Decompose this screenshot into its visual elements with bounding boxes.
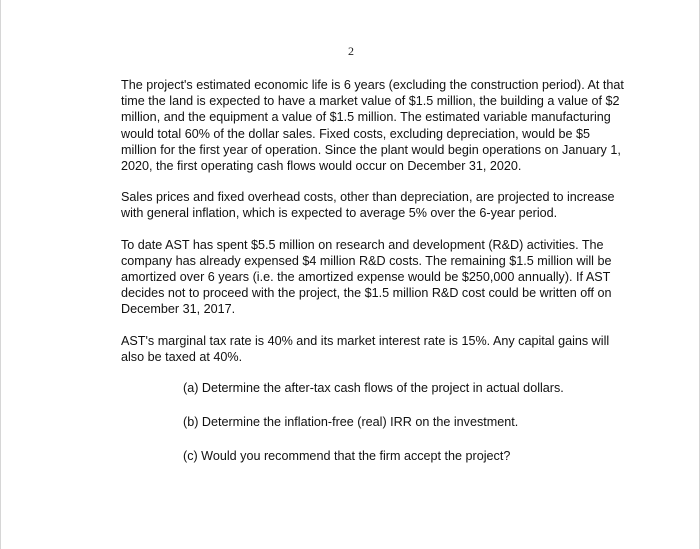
question-list [183,380,626,465]
question-a: (a) Determine the after-tax cash flows of the project in actual dollars. [183,381,564,396]
paragraph-tax-rate: AST's marginal tax rate is 40% and its market interest rate is 15%. Any capital gains will also be taxed at 40%. [121,333,610,364]
question-c: (c) Would you recommend that the firm accept the project? [183,449,511,464]
paragraph-economic-life: The project's estimated economic life is 6 years (excluding the construction period). At that time the land is expected to have a market value of $1.5 million, the building a value of $2 million, and the equipment a value of $1.5 million. The estimated variable manufacturing would total 60% of the dollar sales. Fixed costs, excluding depreciation, would be $5 million for the first year of operation. Since the plant would begin operations on January 1, 2020, the first operating cash flows would occur on December 31, 2020. [121,78,624,174]
paragraph-inflation: Sales prices and fixed overhead costs, other than depreciation, are projected to increase with general inflation, which is expected to average 5% over the 6-year period. [121,190,615,221]
page-number: 2 [348,44,354,58]
paragraph-research-development: To date AST has spent $5.5 million on research and development (R&D) activities. The company has already expensed $4 million R&D costs. The remaining $1.5 million will be amortized over 6 years (i.e. the amortized expense would be $250,000 annually). If AST decides not to proceed with the project, the $1.5 million R&D cost could be written off on December 31, 2017. [121,237,612,317]
question-b: (b) Determine the inflation-free (real) IRR on the investment. [183,415,519,430]
document-body [121,77,626,483]
